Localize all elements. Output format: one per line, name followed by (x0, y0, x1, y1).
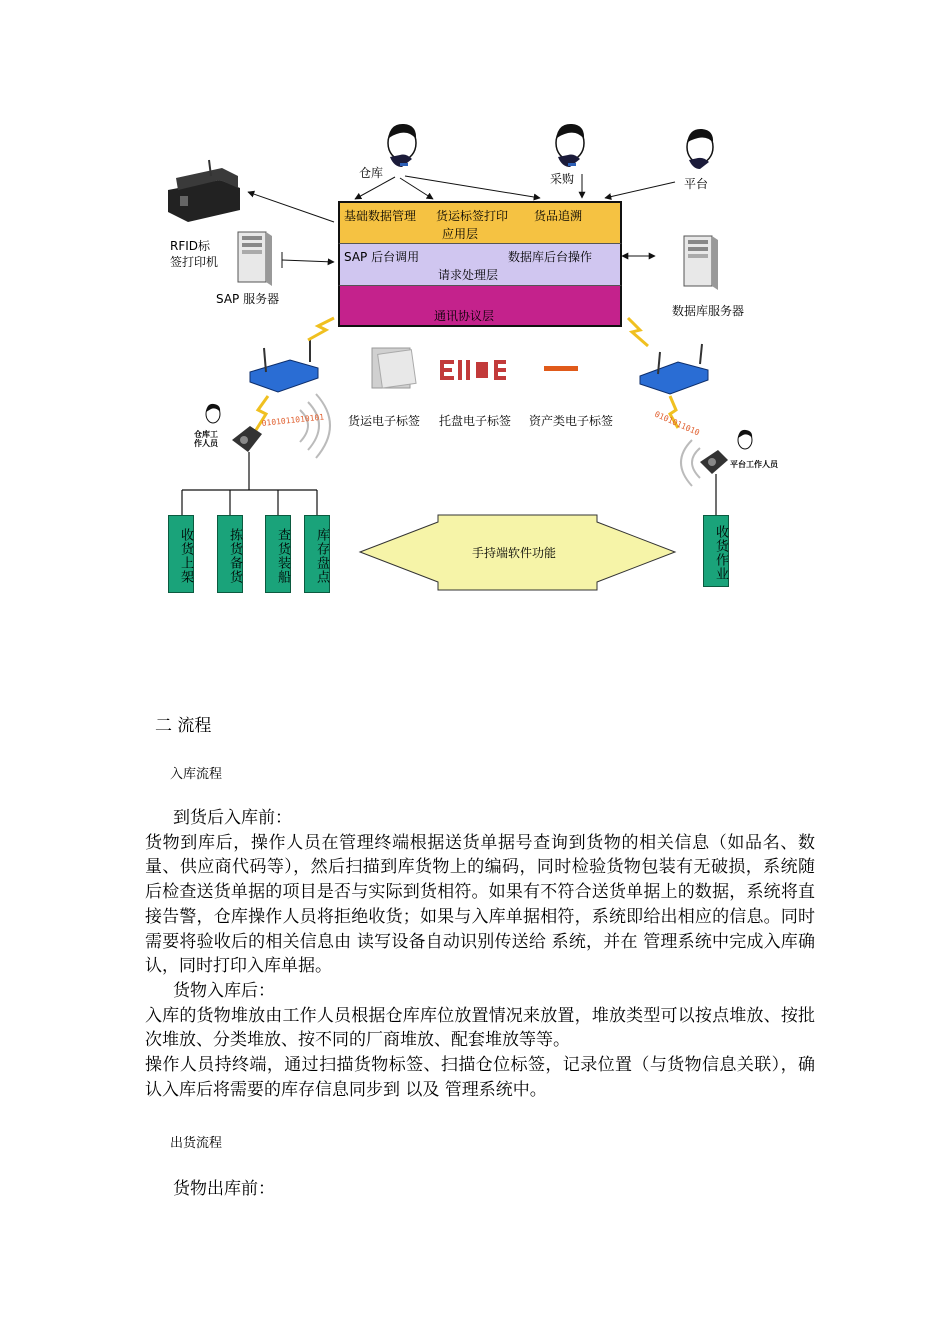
asset-tag-icon (544, 366, 578, 371)
printer-icon (168, 160, 240, 222)
sap-server-label: SAP 服务器 (216, 292, 280, 306)
inbound-paragraph-3: 操作人员持终端，通过扫描货物标签、扫描仓位标签，记录位置（与货物信息关联），确认入库后将需要的库存信息同步到 以及 管理系统中。 (145, 1055, 815, 1100)
role-label-warehouse: 仓库 (359, 166, 384, 180)
inbound-paragraph-1: 货物到库后，操作人员在管理终端根据送货单据号查询到货物的相关信息（如品名、数量、供应商代码等），然后扫描到库货物上的编码，同时检验货物包装有无破损，系统随后检查送货单据的项目是否与实际到货相符。如果有不符合送货单据上的数据，系统将直接告警，仓库操作人员将拒绝收货；如果与入库单据相符，系统即给出相应的信息。同时需要将验收后的相关信息由 读写设备自动识别传送给 系统，并在 管理系统中完成入库确认，同时打印入库单据。 (145, 832, 815, 977)
tag-label-pallet: 托盘电子标签 (439, 414, 512, 428)
binary-stream-right: 0101011010 (653, 409, 701, 438)
router-icon-right (640, 344, 708, 394)
server-icon (238, 232, 272, 286)
request-layer (338, 243, 622, 286)
application-layer (338, 201, 622, 244)
task-receiving-ops: 收货作业 (703, 515, 729, 587)
person-icon-warehouse (388, 124, 416, 167)
person-icon-platform (687, 129, 713, 169)
printer-label: RFID标 签打印机 (170, 239, 219, 269)
database-server-icon (684, 236, 718, 290)
task-inventory-count: 库存盘点 (304, 515, 330, 593)
communication-layer (338, 285, 622, 327)
app-item-basic-data: 基础数据管理 (344, 209, 417, 223)
db-server-label: 数据库服务器 (672, 304, 745, 318)
inbound-text-block (145, 806, 815, 1102)
role-label-purchase: 采购 (550, 172, 575, 186)
operator-label-warehouse: 仓库工 作人员 (194, 430, 218, 448)
request-layer-name: 请求处理层 (438, 268, 499, 282)
after-inbound-subheading: 货物入库后： (173, 980, 275, 1001)
task-receive-shelve: 收货上架 (168, 515, 194, 593)
comm-layer-name: 通讯协议层 (434, 309, 495, 323)
inbound-heading: 入库流程 (170, 767, 223, 782)
pallet-tag-icon (436, 356, 512, 380)
request-item-db: 数据库后台操作 (508, 250, 593, 264)
handheld-scanner-icon-right (700, 450, 728, 474)
tag-label-shipping: 货运电子标签 (348, 414, 421, 428)
person-icon-operator-left (206, 404, 220, 423)
person-icon-purchase (556, 124, 584, 167)
app-layer-name: 应用层 (442, 227, 479, 241)
task-pick-prepare: 拣货备货 (217, 515, 243, 593)
signal-waves-left (300, 394, 330, 458)
task-tree-connector (182, 452, 716, 515)
binary-stream-left: 0101011010101 (261, 412, 325, 428)
shipping-tag-icon (372, 348, 416, 388)
router-icon-left (250, 340, 318, 392)
app-item-trace: 货品追溯 (534, 209, 583, 223)
outbound-heading: 出货流程 (170, 1136, 223, 1151)
section-heading: 二 流程 (155, 716, 212, 736)
inbound-paragraph-2: 入库的货物堆放由工作人员根据仓库库位放置情况来放置，堆放类型可以按点堆放、按批次堆放、分类堆放、按不同的厂商堆放、配套堆放等等。 (145, 1005, 815, 1051)
request-item-sap: SAP 后台调用 (344, 250, 420, 264)
app-item-label-print: 货运标签打印 (436, 209, 509, 223)
before-inbound-subheading: 到货后入库前： (173, 808, 292, 828)
signal-waves-right (681, 440, 700, 486)
task-check-ship: 查货装船 (265, 515, 291, 593)
before-outbound-subheading: 货物出库前： (173, 1179, 275, 1199)
tag-label-asset: 资产类电子标签 (529, 414, 614, 428)
operator-label-platform: 平台工作人员 (730, 460, 778, 469)
center-arrow-label: 手持端软件功能 (472, 546, 557, 560)
person-icon-operator-right (738, 430, 752, 449)
role-label-platform: 平台 (684, 177, 709, 191)
